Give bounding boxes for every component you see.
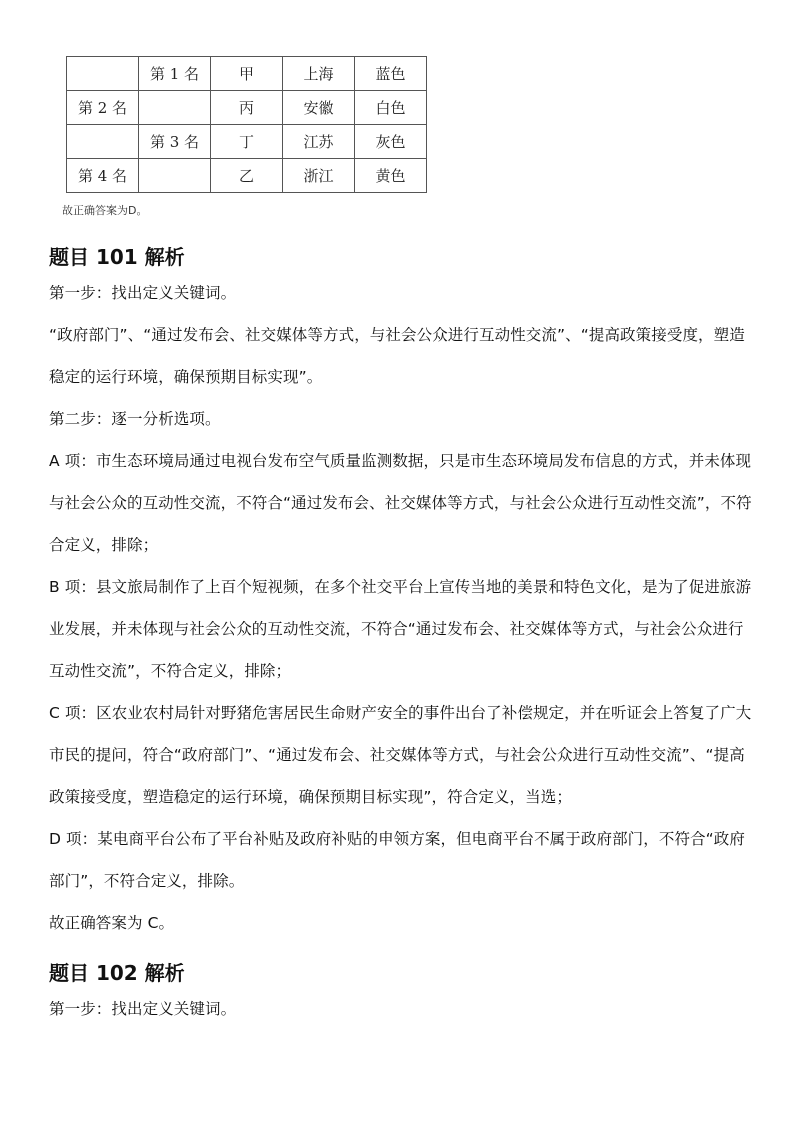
table-cell: 蓝色 — [355, 57, 427, 91]
table-cell: 甲 — [211, 57, 283, 91]
table-cell: 第 1 名 — [139, 57, 211, 91]
table-cell: 第 4 名 — [67, 159, 139, 193]
step-two-line: 第二步：逐一分析选项。 — [49, 410, 221, 428]
table-cell: 白色 — [355, 91, 427, 125]
table-cell — [67, 57, 139, 91]
table-row — [67, 125, 427, 159]
table-cell: 第 2 名 — [67, 91, 139, 125]
section-spacer — [49, 944, 755, 958]
table-cell: 丙 — [211, 91, 283, 125]
table-cell: 灰色 — [355, 125, 427, 159]
question-102-heading: 题目 102 解析 — [49, 961, 185, 985]
table-cell: 江苏 — [283, 125, 355, 159]
table-row — [67, 57, 427, 91]
table-answer-note: 故正确答案为D。 — [62, 204, 148, 217]
table-cell: 安徽 — [283, 91, 355, 125]
table-cell — [139, 91, 211, 125]
question-101-heading: 题目 101 解析 — [49, 245, 185, 269]
question-101-section — [49, 242, 755, 944]
table-row — [67, 159, 427, 193]
option-d-analysis: D 项：某电商平台公布了平台补贴及政府补贴的申领方案，但电商平台不属于政府部门，不符合“政府部门”，不符合定义，排除。 — [49, 830, 745, 890]
table-cell: 丁 — [211, 125, 283, 159]
question-102-section — [49, 958, 755, 1030]
table-cell: 第 3 名 — [139, 125, 211, 159]
option-a-analysis: A 项：市生态环境局通过电视台发布空气质量监测数据，只是市生态环境局发布信息的方式，并未体现与社会公众的互动性交流，不符合“通过发布会、社交媒体等方式，与社会公众进行互动性交流”，不符合定义，排除； — [49, 452, 752, 554]
table-row — [67, 91, 427, 125]
table-cell: 浙江 — [283, 159, 355, 193]
step-one-line: 第一步：找出定义关键词。 — [49, 284, 237, 302]
definition-keywords: “政府部门”、“通过发布会、社交媒体等方式，与社会公众进行互动性交流”、“提高政策接受度，塑造稳定的运行环境，确保预期目标实现”。 — [49, 326, 745, 386]
ranking-table — [66, 56, 427, 193]
answer-table-snippet — [50, 42, 440, 222]
option-b-analysis: B 项：县文旅局制作了上百个短视频，在多个社交平台上宣传当地的美景和特色文化，是为了促进旅游业发展，并未体现与社会公众的互动性交流，不符合“通过发布会、社交媒体等方式，与社会公众进行互动性交流”，不符合定义，排除； — [49, 578, 752, 680]
table-cell: 乙 — [211, 159, 283, 193]
table-cell — [139, 159, 211, 193]
option-c-analysis: C 项：区农业农村局针对野猪危害居民生命财产安全的事件出台了补偿规定，并在听证会上答复了广大市民的提问，符合“政府部门”、“通过发布会、社交媒体等方式，与社会公众进行互动性交流”、“提高政策接受度，塑造稳定的运行环境，确保预期目标实现”，符合定义，当选； — [49, 704, 752, 806]
step-one-line: 第一步：找出定义关键词。 — [49, 1000, 237, 1018]
explanation-content — [49, 242, 755, 1030]
table-cell: 黄色 — [355, 159, 427, 193]
table-cell — [67, 125, 139, 159]
table-cell: 上海 — [283, 57, 355, 91]
final-answer: 故正确答案为 C。 — [49, 914, 175, 932]
